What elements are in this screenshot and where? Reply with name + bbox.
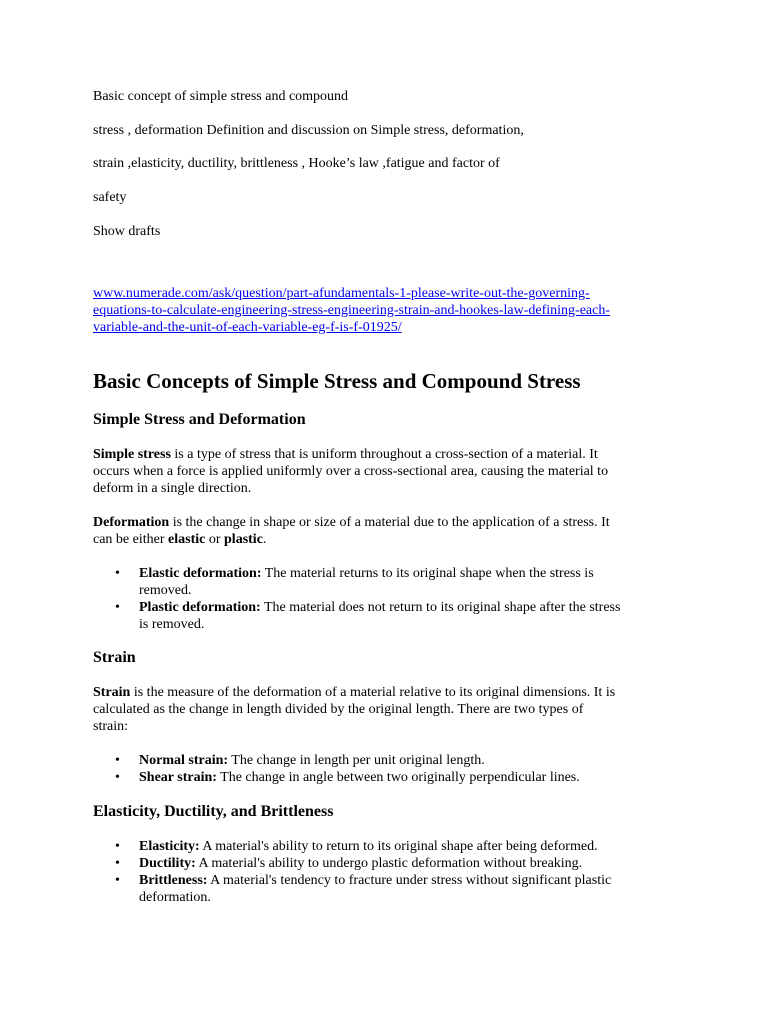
deformation-list: [93, 565, 683, 633]
list-item: [93, 599, 683, 633]
paragraph-text: .: [262, 532, 267, 547]
reference-link[interactable]: www.numerade.com/ask/question/part-afundamentals-1-please-write-out-the-governing-: [93, 286, 590, 301]
bullet-icon: •: [115, 770, 120, 785]
list-item-text: The change in angle between two originally perpendicular lines.: [216, 770, 580, 785]
paragraph-text: calculated as the change in length divided by the original length. There are two types of: [93, 702, 584, 717]
strain-paragraph: [93, 684, 683, 735]
intro-line: Basic concept of simple stress and compound: [93, 89, 349, 104]
section-heading-elasticity: Elasticity, Ductility, and Brittleness: [93, 803, 334, 820]
show-drafts-text: Show drafts: [93, 224, 161, 239]
reference-link-block: [93, 285, 683, 336]
term: Elastic deformation:: [139, 566, 262, 581]
term: Ductility:: [139, 856, 196, 871]
paragraph-text: occurs when a force is applied uniformly over a cross-sectional area, causing the material to: [93, 464, 609, 479]
list-item-text: The material does not return to its original shape after the stress: [260, 600, 621, 615]
list-item-text: The change in length per unit original length.: [228, 753, 485, 768]
paragraph-text: strain:: [93, 719, 128, 734]
term: Simple stress: [93, 447, 171, 462]
list-item-text: A material's ability to undergo plastic deformation without breaking.: [195, 856, 583, 871]
list-item-text: removed.: [139, 583, 192, 598]
list-item: [93, 565, 683, 599]
paragraph-text: or: [205, 532, 225, 547]
bullet-icon: •: [115, 873, 120, 888]
list-item-text: A material's ability to return to its original shape after being deformed.: [199, 839, 598, 854]
term: Elasticity:: [139, 839, 200, 854]
bullet-icon: •: [115, 856, 120, 871]
section-heading-strain: Strain: [93, 649, 136, 666]
intro-line: strain ,elasticity, ductility, brittleness , Hooke’s law ,fatigue and factor of: [93, 156, 500, 171]
simple-stress-paragraph: [93, 446, 683, 497]
section-heading-simple-stress: Simple Stress and Deformation: [93, 411, 306, 428]
reference-link[interactable]: variable-and-the-unit-of-each-variable-eg-f-is-f-01925/: [93, 320, 402, 335]
paragraph-text: is the measure of the deformation of a material relative to its original dimensions. It is: [130, 685, 616, 700]
term: plastic: [224, 532, 263, 547]
list-item: [93, 872, 683, 906]
list-item-text: deformation.: [139, 890, 211, 905]
term: Normal strain:: [139, 753, 229, 768]
paragraph-text: deform in a single direction.: [93, 481, 252, 496]
list-item: [93, 769, 683, 786]
paragraph-text: is the change in shape or size of a material due to the application of a stress. It: [169, 515, 610, 530]
page-title: Basic Concepts of Simple Stress and Compound Stress: [93, 369, 581, 393]
list-item: [93, 838, 683, 855]
bullet-icon: •: [115, 566, 120, 581]
list-item-text: A material's tendency to fracture under stress without significant plastic: [207, 873, 612, 888]
bullet-icon: •: [115, 753, 120, 768]
strain-list: [93, 752, 683, 786]
bullet-icon: •: [115, 600, 120, 615]
properties-list: [93, 838, 683, 906]
term: Shear strain:: [139, 770, 217, 785]
term: elastic: [168, 532, 206, 547]
paragraph-text: is a type of stress that is uniform throughout a cross-section of a material. It: [170, 447, 598, 462]
bullet-icon: •: [115, 839, 120, 854]
term: Plastic deformation:: [139, 600, 261, 615]
term: Brittleness:: [139, 873, 208, 888]
intro-line: stress , deformation Definition and discussion on Simple stress, deformation,: [93, 123, 524, 138]
list-item: [93, 855, 683, 872]
intro-line: safety: [93, 190, 127, 205]
term: Deformation: [93, 515, 170, 530]
reference-link[interactable]: equations-to-calculate-engineering-stress-engineering-strain-and-hookes-law-defining-each-: [93, 303, 610, 318]
list-item: [93, 752, 683, 769]
list-item-text: is removed.: [139, 617, 205, 632]
term: Strain: [93, 685, 131, 700]
deformation-paragraph: [93, 514, 683, 548]
list-item-text: The material returns to its original shape when the stress is: [261, 566, 594, 581]
paragraph-text: can be either: [93, 532, 169, 547]
